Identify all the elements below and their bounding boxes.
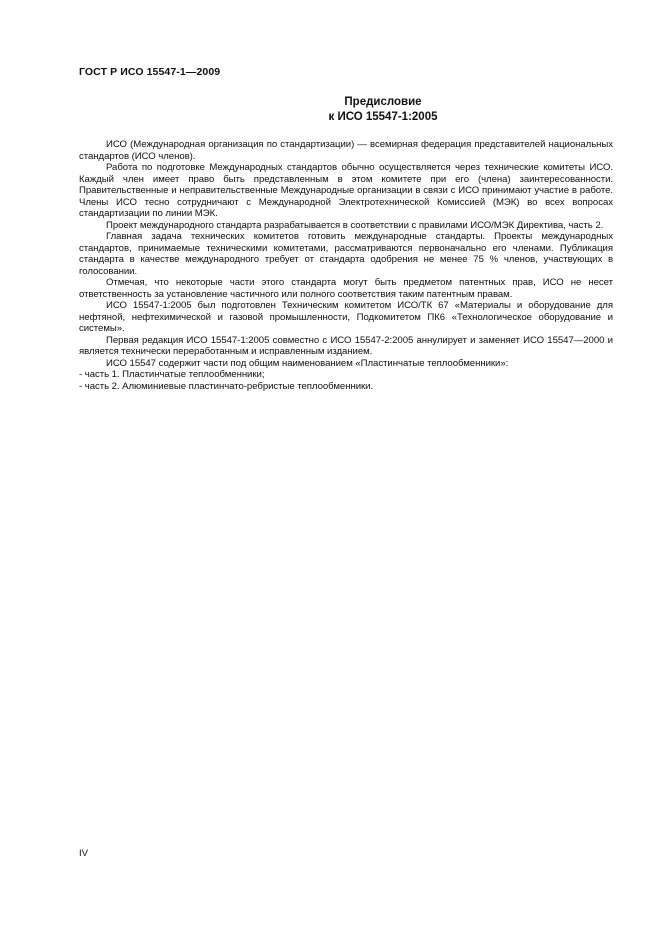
paragraph-prepared-by: ИСО 15547-1:2005 был подготовлен Техническим комитетом ИСО/ТК 67 «Материалы и оборудование для нефтяной, нефтехимической и газовой промышленности, Подкомитетом ПК6 «Технологическое оборудование и системы». xyxy=(79,300,613,334)
paragraph-draft-directive: Проект международного стандарта разрабатывается в соответствии с правилами ИСО/МЭК Директива, часть 2. xyxy=(106,219,604,231)
paragraph-main-task: Главная задача технических комитетов готовить международные стандарты. Проекты международных стандартов, принимаемые техническими комитетами, рассматриваются первоначально его членами. Публикация стандарта в качестве международного требует от стандарта одобрения не менее 75 % членов, участвующих в голосовании. xyxy=(79,231,613,277)
preface-body xyxy=(79,139,613,392)
paragraph-parts-intro: ИСО 15547 содержит части под общим наименованием «Пластинчатые теплообменники»: xyxy=(106,357,509,369)
paragraph-iso-definition: ИСО (Международная организация по стандартизации) — всемирная федерация представителей национальных стандартов (ИСО членов). xyxy=(79,139,613,162)
preface-title-line-1: Предисловие xyxy=(344,96,422,108)
paragraph-technical-committees: Работа по подготовке Международных стандартов обычно осуществляется через технические комитеты ИСО. Каждый член имеет право быть представленным в этом комитете при его (члена) заинтересованности. Правительственные и неправительственные Международные организации в связи с ИСО принимают участие в работе. Члены ИСО тесно сотрудничают с Международной Электротехнической Комиссией (МЭК) во всех вопросах стандартизации по линии МЭК. xyxy=(79,162,613,219)
list-item-part-2: - часть 2. Алюминиевые пластинчато-ребристые теплообменники. xyxy=(79,380,374,392)
page-number: IV xyxy=(79,848,89,859)
preface-title-line-2: к ИСО 15547-1:2005 xyxy=(328,111,438,123)
preface-title xyxy=(79,95,613,125)
paragraph-first-edition: Первая редакция ИСО 15547-1:2005 совместно с ИСО 15547-2:2005 аннулирует и заменяет ИСО 15547—2000 и является технически переработанным и исправленным изданием. xyxy=(79,334,613,357)
list-item-part-1: - часть 1. Пластинчатые теплообменники; xyxy=(79,369,265,380)
document-code-header: ГОСТ Р ИСО 15547-1—2009 xyxy=(79,66,221,78)
paragraph-patent-rights: Отмечая, что некоторые части этого стандарта могут быть предметом патентных прав, ИСО не несет ответственность за установление частичного или полного соответствия таким патентным правам. xyxy=(79,277,613,300)
